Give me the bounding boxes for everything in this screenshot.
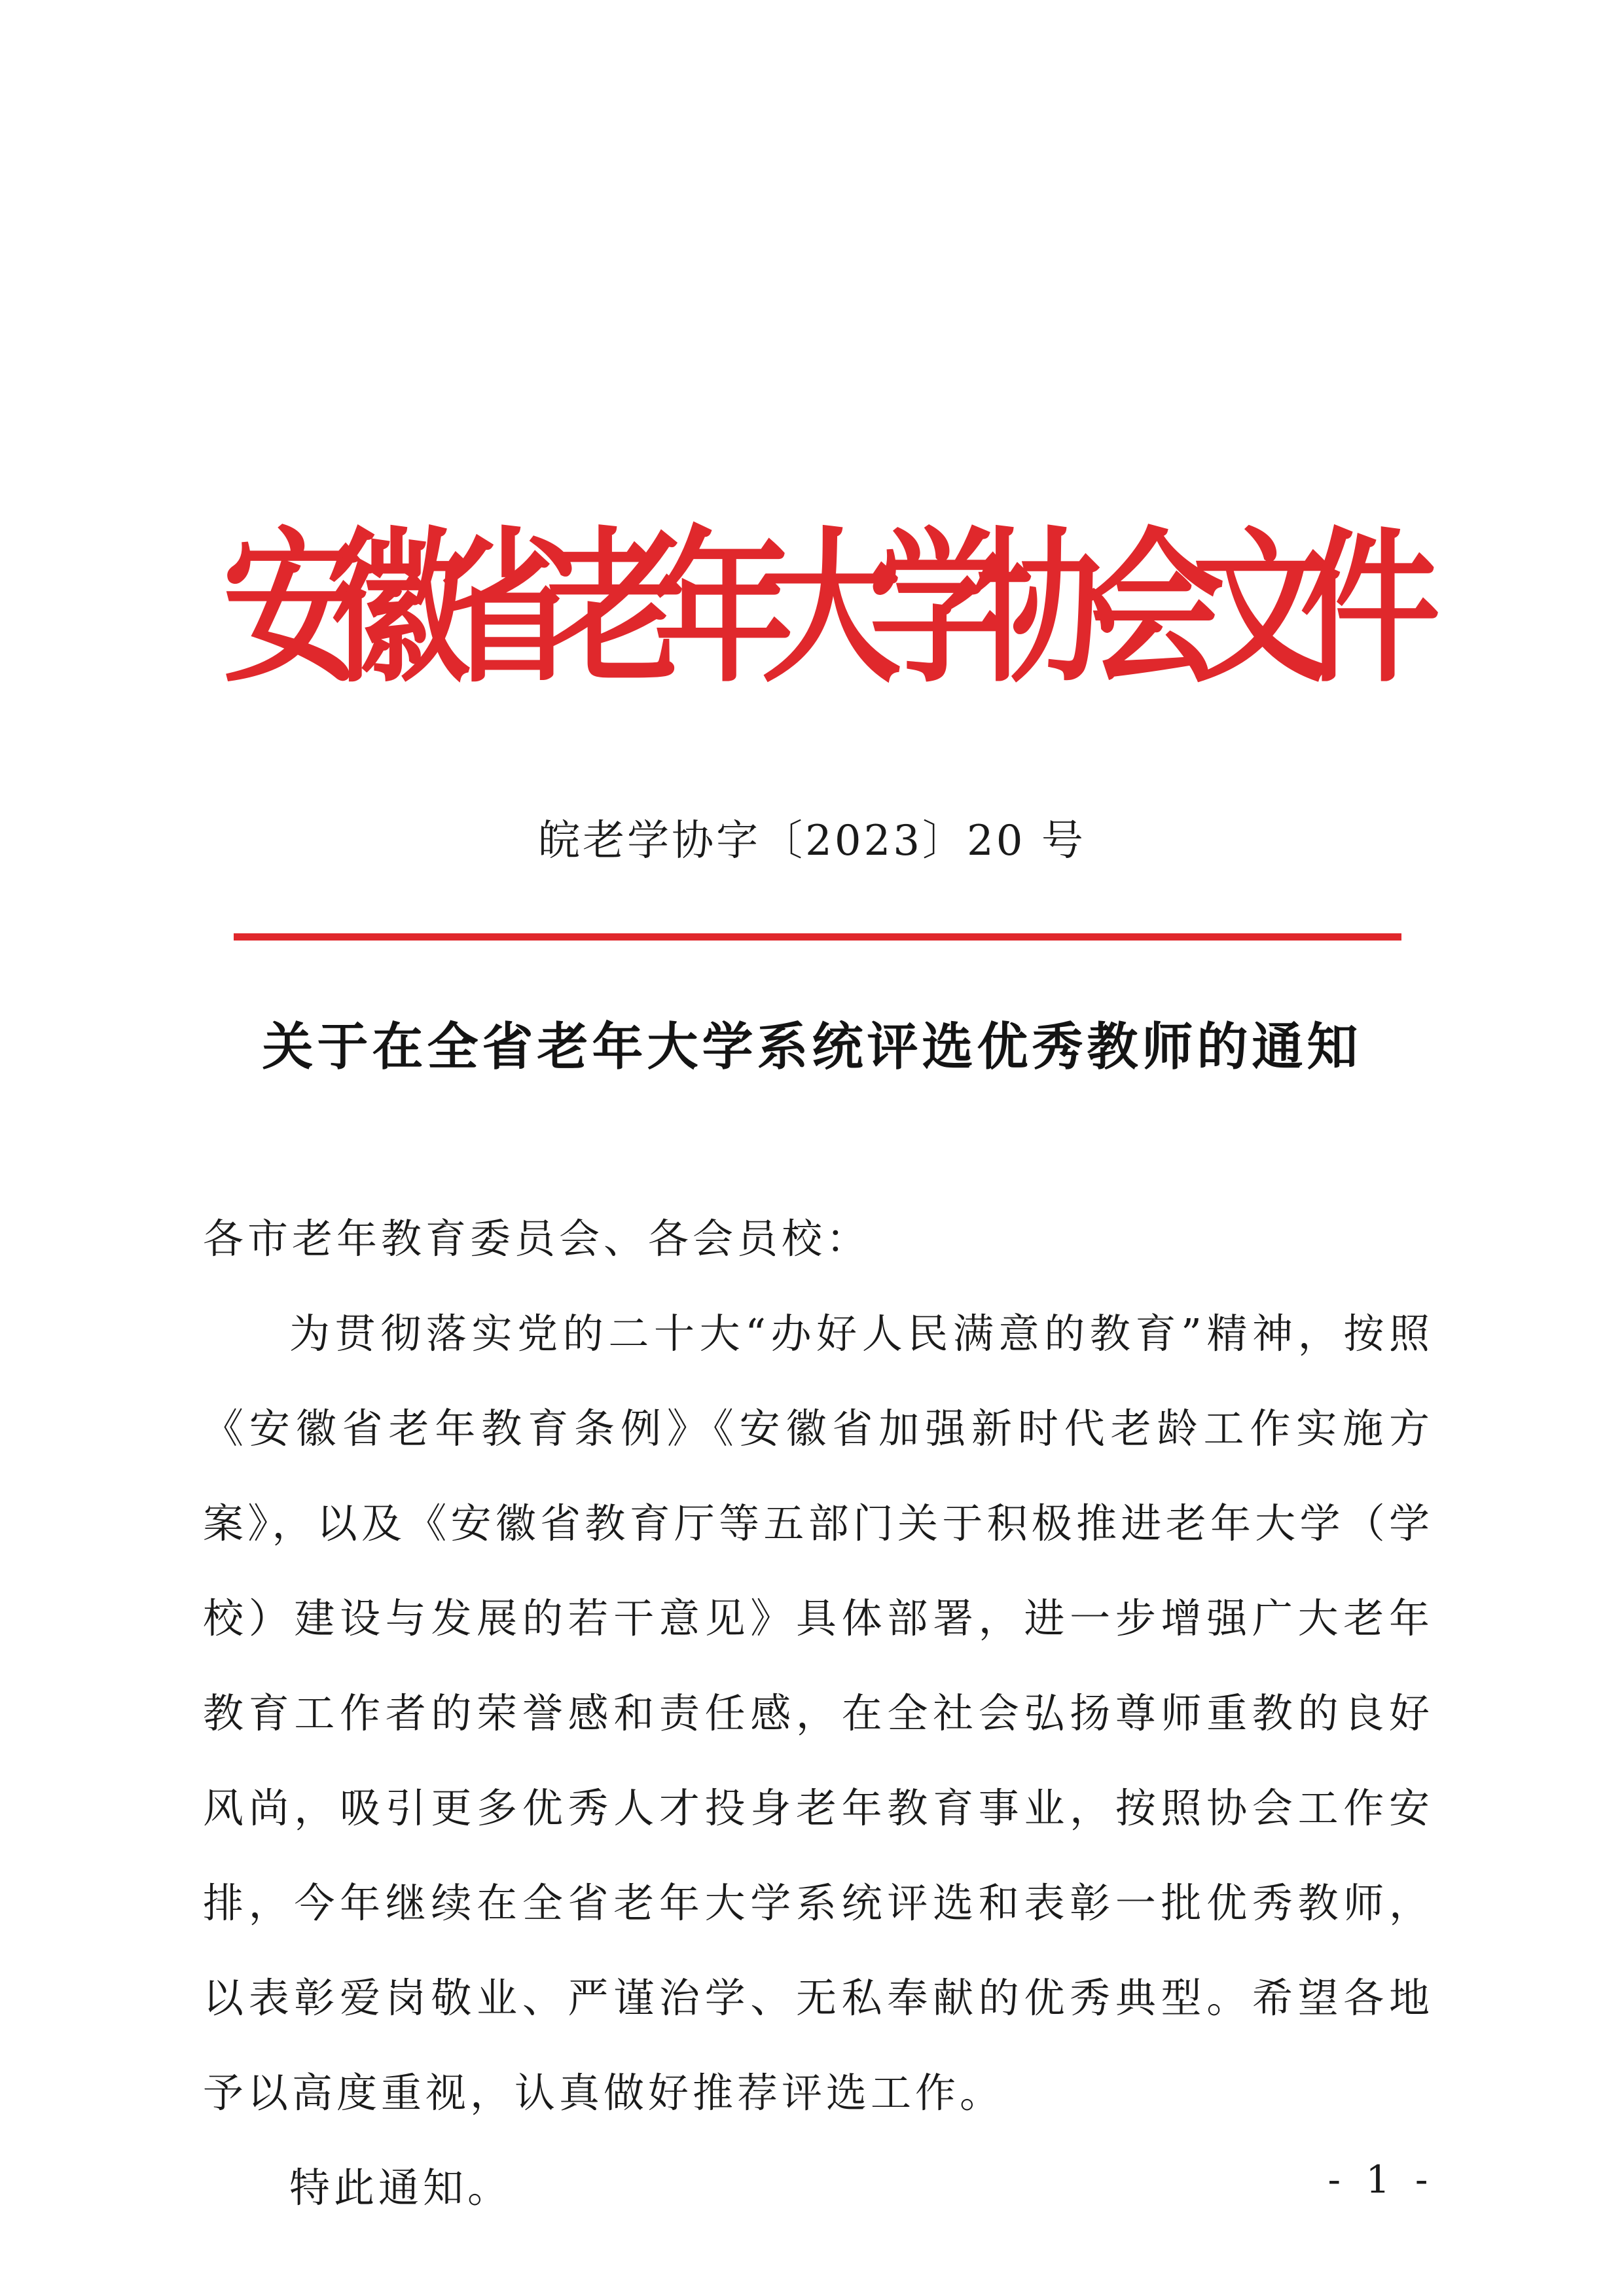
masthead-char: 老 xyxy=(545,511,686,706)
masthead-char: 徽 xyxy=(330,511,471,706)
masthead-char: 文 xyxy=(1192,511,1333,706)
masthead-title xyxy=(223,511,1440,706)
masthead-char: 省 xyxy=(438,511,579,706)
document-number: 皖老学协字〔2023〕20 号 xyxy=(538,817,1086,865)
notice-title: 关于在全省老年大学系统评选优秀教师的通知 xyxy=(262,1018,1362,1077)
notice-body xyxy=(203,1191,1434,2235)
masthead-char: 协 xyxy=(977,511,1117,706)
salutation: 各市老年教育委员会、各会员校： xyxy=(203,1215,871,1263)
masthead-char: 年 xyxy=(653,511,794,706)
body-paragraph: 为贯彻落实党的二十大“办好人民满意的教育”精神，按照《安徽省老年教育条例》《安徽省加强新时代老龄工作实施方案》，以及《安徽省教育厅等五部门关于积极推进老年大学（学校）建设与发展的若干意见》具体部署，进一步增强广大老年教育工作者的荣誉感和责任感，在全社会弘扬尊师重教的良好风尚，吸引更多优秀人才投身老年教育事业，按照协会工作安排，今年继续在全省老年大学系统评选和表彰一批优秀教师，以表彰爱岗敬业、严谨治学、无私奉献的优秀典型。希望各地予以高度重视，认真做好推荐评选工作。 xyxy=(203,1310,1434,2117)
masthead-char: 大 xyxy=(761,511,901,706)
masthead-char: 学 xyxy=(869,511,1009,706)
page-number: - 1 - xyxy=(1327,2157,1435,2202)
masthead-char: 安 xyxy=(223,511,363,706)
red-divider-line xyxy=(234,933,1401,941)
masthead-char: 会 xyxy=(1084,511,1225,706)
closing-line: 特此通知。 xyxy=(289,2164,513,2212)
masthead-char: 件 xyxy=(1299,511,1440,706)
